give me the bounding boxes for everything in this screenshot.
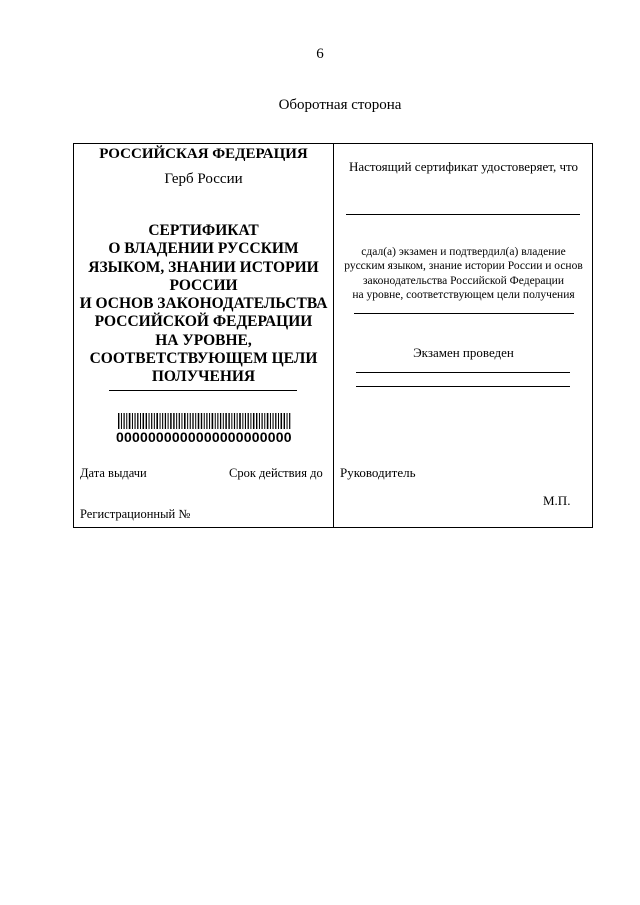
barcode-bar [143, 413, 145, 429]
seal-label: М.П. [543, 493, 571, 508]
barcode-bar [234, 413, 235, 429]
barcode-bar [181, 413, 182, 429]
certificate-title [74, 222, 333, 387]
exam-organization-line-2 [356, 386, 570, 387]
certificate-title-line: ЯЗЫКОМ, ЗНАНИИ ИСТОРИИ [88, 258, 319, 276]
barcode-bar [256, 413, 257, 429]
issue-date-label: Дата выдачи [80, 466, 147, 480]
exam-held-text: Экзамен проведен [413, 345, 514, 360]
certifies-text: Настоящий сертификат удостоверяет, что [348, 159, 579, 174]
barcode-bar [273, 413, 274, 429]
barcode-bar [206, 413, 207, 429]
barcode-bar [275, 413, 276, 429]
exam-passed-line: на уровне, соответствующем цели получения [352, 289, 575, 302]
barcode-bar [228, 413, 229, 429]
barcode-bar [149, 413, 150, 429]
purpose-line [354, 313, 574, 314]
barcode-bar [179, 413, 180, 429]
certificate-title-line: РОССИЙСКОЙ ФЕДЕРАЦИИ [94, 313, 313, 331]
barcode-bar [151, 413, 152, 429]
barcode-number: 0000000000000000000000 [116, 429, 292, 445]
certificate-title-line: СООТВЕТСТВУЮЩЕМ ЦЕЛИ [89, 350, 318, 368]
barcode-bar [264, 413, 265, 429]
barcode-bar [223, 413, 224, 429]
exam-passed-line: законодательства Российской Федерации [363, 274, 564, 287]
coat-of-arms-placeholder: Герб России [164, 171, 243, 187]
barcode-bar [225, 413, 227, 429]
exam-passed-text [334, 245, 593, 303]
barcode-bar [129, 413, 131, 429]
barcode-bar [287, 413, 288, 429]
barcode-bar [176, 413, 177, 429]
barcode-bar [126, 413, 127, 429]
barcode-bar [160, 413, 161, 429]
barcode-bar [253, 413, 255, 429]
barcode-bar [204, 413, 205, 429]
barcode-bar [187, 413, 188, 429]
barcode-bar [239, 413, 241, 429]
barcode-bar [118, 413, 119, 429]
holder-name-line [109, 390, 297, 391]
barcode-bar [190, 413, 191, 429]
barcode-bar [262, 413, 263, 429]
full-name-line [346, 214, 580, 215]
exam-passed-line: сдал(а) экзамен и подтвердил(а) владение [361, 246, 566, 258]
barcode-bar [132, 413, 133, 429]
barcode-bar [278, 413, 279, 429]
barcode-bar [168, 413, 169, 429]
barcode-bar [192, 413, 193, 429]
certificate-center-divider [333, 143, 334, 528]
barcode-bar [284, 413, 285, 429]
valid-until-label: Срок действия до [229, 466, 323, 480]
registration-number-label: Регистрационный № [80, 507, 191, 521]
country-heading: РОССИЙСКАЯ ФЕДЕРАЦИЯ [99, 146, 308, 162]
barcode-bar [281, 413, 283, 429]
exam-passed-line: русским языком, знание истории России и основ [344, 260, 583, 273]
barcode-bar [242, 413, 243, 429]
barcode-bar [220, 413, 221, 429]
head-label: Руководитель [340, 465, 416, 480]
barcode-bar [231, 413, 232, 429]
certificate-title-line: ПОЛУЧЕНИЯ [151, 368, 256, 386]
barcode-bar [162, 413, 163, 429]
barcode-bar [184, 413, 186, 429]
barcode-bar [215, 413, 216, 429]
side-label: Оборотная сторона [278, 97, 402, 113]
barcode-bar [209, 413, 210, 429]
barcode [118, 413, 292, 429]
barcode-bar [165, 413, 166, 429]
barcode-bar [173, 413, 174, 429]
barcode-bar [154, 413, 155, 429]
certificate-title-line: СЕРТИФИКАТ [148, 222, 259, 239]
page-number: 6 [316, 46, 324, 62]
barcode-bar [140, 413, 141, 429]
barcode-bar [201, 413, 202, 429]
barcode-bar [245, 413, 246, 429]
barcode-bar [217, 413, 218, 429]
barcode-bar [156, 413, 158, 429]
barcode-bar [248, 413, 249, 429]
certificate-title-line: И ОСНОВ ЗАКОНОДАТЕЛЬСТВА [79, 295, 328, 313]
barcode-bar [137, 413, 138, 429]
barcode-bar [135, 413, 136, 429]
barcode-bar [250, 413, 251, 429]
barcode-bar [289, 413, 290, 429]
exam-organization-line-1 [356, 372, 570, 373]
barcode-bar [170, 413, 172, 429]
barcode-bar [237, 413, 238, 429]
barcode-bar [121, 413, 122, 429]
certificate-title-line: НА УРОВНЕ, [155, 331, 252, 349]
barcode-bar [212, 413, 214, 429]
barcode-bar [124, 413, 125, 429]
certificate-title-line: О ВЛАДЕНИИ РУССКИМ [108, 240, 299, 258]
certificate-title-line: РОССИИ [169, 276, 238, 294]
barcode-bar [146, 413, 147, 429]
barcode-bar [270, 413, 271, 429]
barcode-bar [198, 413, 200, 429]
barcode-bar [195, 413, 196, 429]
barcode-bar [267, 413, 269, 429]
barcode-bar [259, 413, 260, 429]
